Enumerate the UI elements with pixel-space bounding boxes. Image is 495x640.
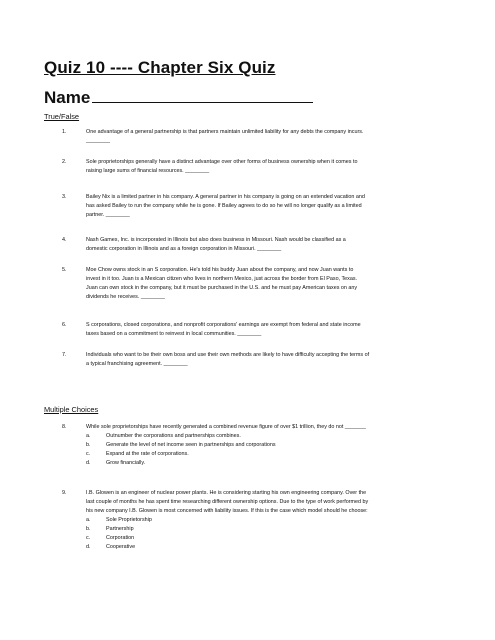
- option-text: Partnership: [106, 526, 134, 532]
- answer-option: [86, 450, 470, 459]
- name-blank-line: [92, 88, 313, 103]
- option-letter: d.: [86, 460, 91, 466]
- question-3: [62, 193, 470, 220]
- option-letter: b.: [86, 526, 91, 532]
- question-number: 8.: [62, 424, 67, 430]
- question-number: 3.: [62, 194, 67, 200]
- option-text: Cooperative: [106, 544, 136, 550]
- option-text: Sole Proprietorship: [106, 517, 152, 523]
- answer-option: [86, 525, 470, 534]
- name-field-row: [44, 88, 313, 108]
- option-text: Generate the level of net income seen in partnerships and corporations: [106, 442, 276, 448]
- name-label: Name: [44, 88, 91, 107]
- option-text: Grow financially.: [106, 460, 146, 466]
- question-text: Nash Games, Inc. is incorporated in Illinois but also does business in Missouri. Nash would be classified as a domestic corporation in Illinois and as a foreign corporation in Missouri. ________: [86, 237, 346, 252]
- question-number: 9.: [62, 490, 67, 496]
- answer-option: [86, 459, 470, 468]
- option-letter: b.: [86, 442, 91, 448]
- option-letter: d.: [86, 544, 91, 550]
- question-9: [62, 489, 470, 552]
- question-2: [62, 158, 470, 176]
- question-number: 2.: [62, 159, 67, 165]
- question-text: I.B. Glowen is an engineer of nuclear power plants. He is considering starting his own engineering company. Over the last couple of months he has spent time researching different ownership options. Due to the type of work performed by his new company I.B. Glowen is most concerned with liability issues. If this is the case which model should he choose:: [86, 490, 369, 514]
- question-5: [62, 266, 470, 302]
- answer-option: [86, 543, 470, 552]
- answer-option: [86, 516, 470, 525]
- question-number: 7.: [62, 352, 67, 358]
- question-text: Sole proprietorships generally have a distinct advantage over other forms of business ownership when it comes to raising large sums of financial resources. ________: [86, 159, 358, 174]
- question-number: 6.: [62, 322, 67, 328]
- answer-option: [86, 441, 470, 450]
- option-letter: c.: [86, 535, 91, 541]
- answer-options: [86, 516, 470, 552]
- option-letter: a.: [86, 517, 91, 523]
- question-number: 4.: [62, 237, 67, 243]
- question-number: 5.: [62, 267, 67, 273]
- answer-options: [86, 432, 470, 468]
- option-letter: c.: [86, 451, 91, 457]
- question-text: Individuals who want to be their own boss and use their own methods are likely to have difficulty accepting the terms of a typical franchising agreement. ________: [86, 352, 370, 367]
- question-1: [62, 128, 470, 146]
- answer-option: [86, 432, 470, 441]
- question-text: Moe Chow owns stock in an S corporation. He's told his buddy Juan about the company, and now Juan wants to invest in it too. Juan is a Mexican citizen who lives in northern Mexico, just across the border from El Paso, Texas. Juan can own stock in the company, but it must be purchased in the U.S. and he must pay American taxes on any dividends he receives. ________: [86, 267, 358, 300]
- option-letter: a.: [86, 433, 91, 439]
- question-7: [62, 351, 470, 369]
- question-text: S corporations, closed corporations, and nonprofit corporations' earnings are exempt from federal and state income taxes based on a commitment to reinvest in local communities. ________: [86, 322, 361, 337]
- question-text: While sole proprietorships have recently generated a combined revenue figure of over $1 trillion, they do not _______: [86, 424, 366, 430]
- answer-option: [86, 534, 470, 543]
- option-text: Expand at the rate of corporations.: [106, 451, 189, 457]
- question-8: [62, 423, 470, 468]
- question-6: [62, 321, 470, 339]
- question-4: [62, 236, 470, 254]
- option-text: Outnumber the corporations and partnerships combines.: [106, 433, 241, 439]
- multiple-choice-heading: Multiple Choices: [44, 405, 99, 414]
- question-text: One advantage of a general partnership is that partners maintain unlimited liability for any debts the company incurs. ________: [86, 129, 364, 144]
- option-text: Corporation: [106, 535, 135, 541]
- true-false-heading: True/False: [44, 112, 80, 121]
- quiz-title: Quiz 10 ---- Chapter Six Quiz: [44, 58, 276, 77]
- question-text: Bailey Nix is a limited partner in his company. A general partner in his company is going on an extended vacation and has asked Bailey to run the company while he is gone. If Bailey agrees to do so he will no longer qualify as a limited partner. ________: [86, 194, 365, 218]
- question-number: 1.: [62, 129, 67, 135]
